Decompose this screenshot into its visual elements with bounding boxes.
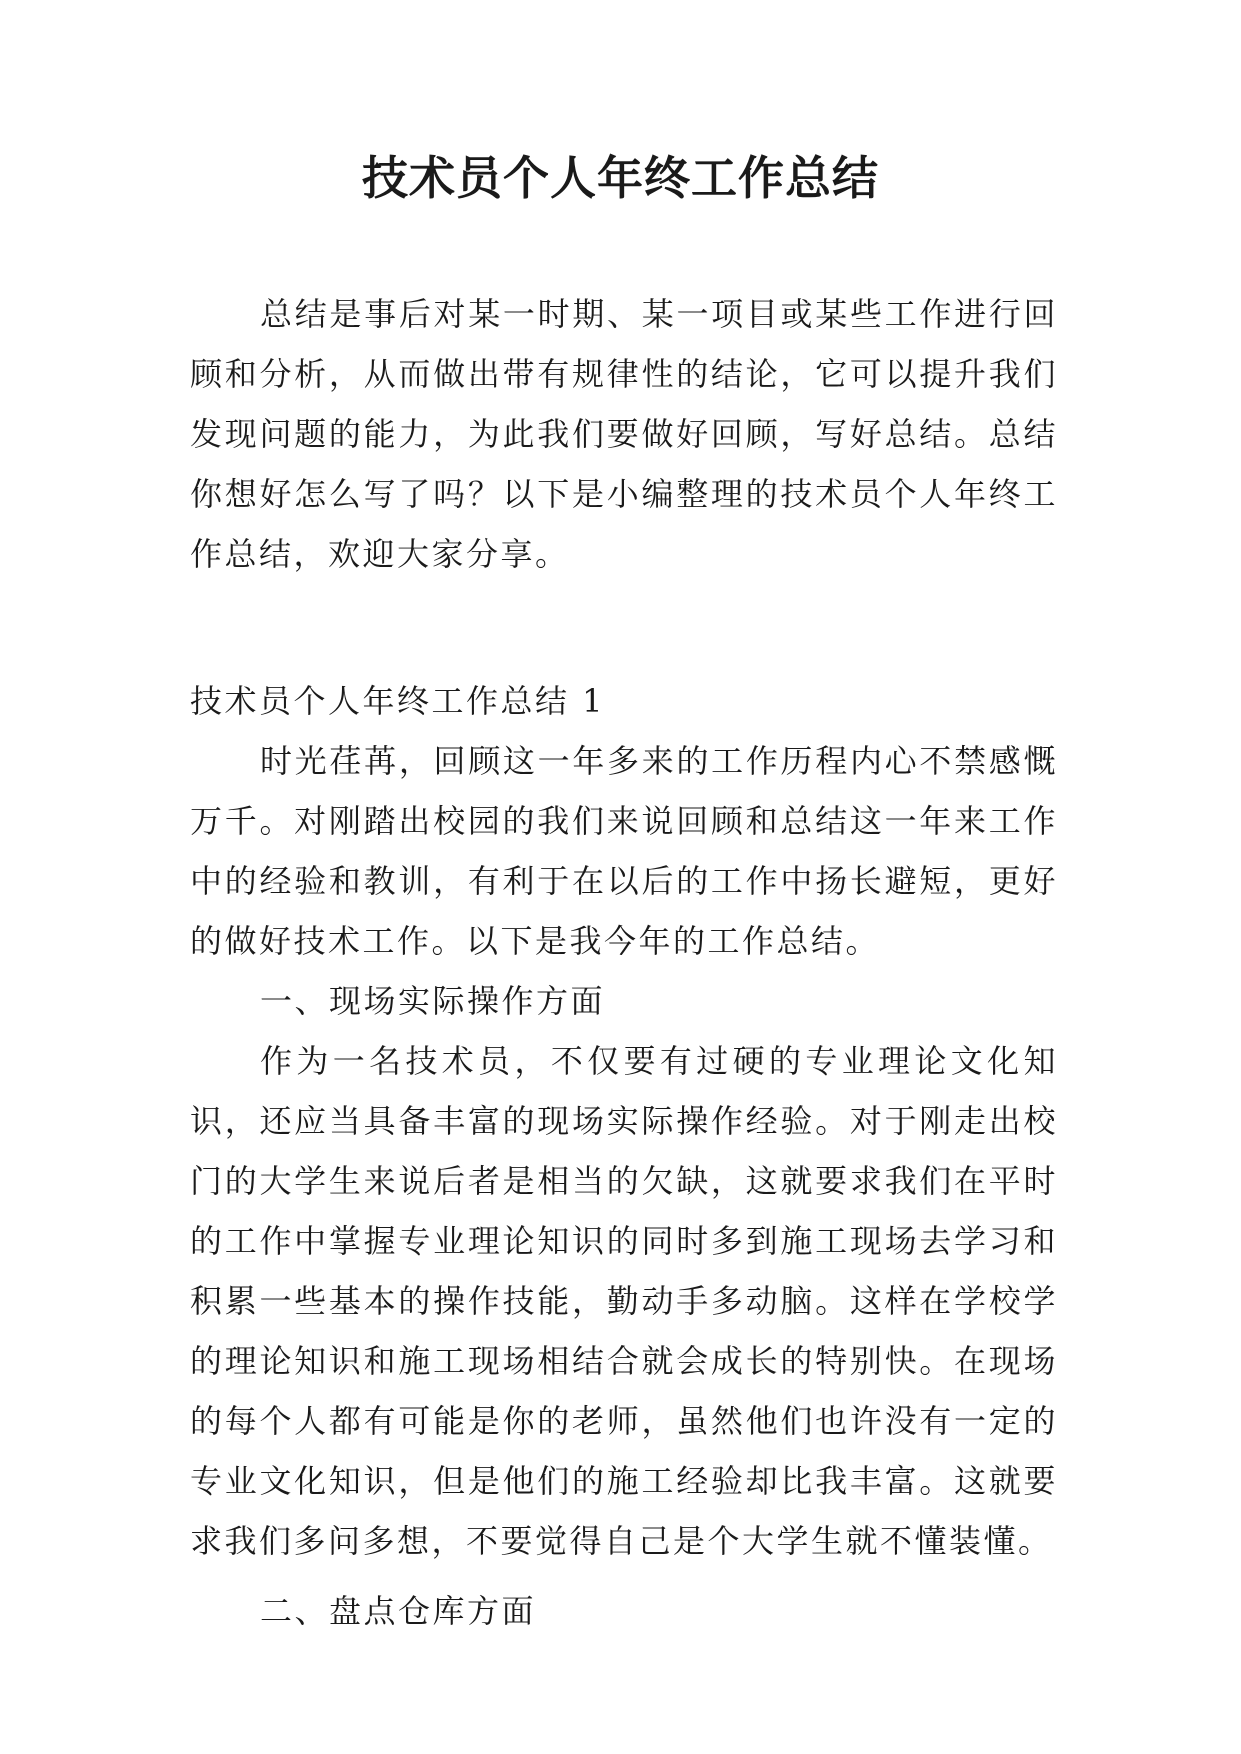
intro-paragraph: 总结是事后对某一时期、某一项目或某些工作进行回顾和分析，从而做出带有规律性的结论，它可以提升我们发现问题的能力，为此我们要做好回顾，写好总结。总结你想好怎么写了吗？以下是小编整理的技术员个人年终工作总结，欢迎大家分享。	[190, 295, 1058, 573]
document-body	[190, 284, 1058, 1641]
spacer	[190, 1571, 1058, 1581]
section-heading: 技术员个人年终工作总结 1	[190, 682, 606, 720]
sub-heading-warehouse-inventory: 二、盘点仓库方面	[260, 1592, 537, 1630]
body-paragraph: 时光荏苒，回顾这一年多来的工作历程内心不禁感慨万千。对刚踏出校园的我们来说回顾和总结这一年来工作中的经验和教训，有利于在以后的工作中扬长避短，更好的做好技术工作。以下是我今年的工作总结。	[190, 742, 1058, 960]
sub-heading-site-operation: 一、现场实际操作方面	[260, 982, 606, 1020]
document-title: 技术员个人年终工作总结	[362, 151, 879, 205]
body-paragraph: 作为一名技术员，不仅要有过硬的专业理论文化知识，还应当具备丰富的现场实际操作经验。对于刚走出校门的大学生来说后者是相当的欠缺，这就要求我们在平时的工作中掌握专业理论知识的同时多到施工现场去学习和积累一些基本的操作技能，勤动手多动脑。这样在学校学的理论知识和施工现场相结合就会成长的特别快。在现场的每个人都有可能是你的老师，虽然他们也许没有一定的专业文化知识，但是他们的施工经验却比我丰富。这就要求我们多问多想，不要觉得自己是个大学生就不懂装懂。	[190, 1042, 1058, 1560]
spacer	[190, 584, 1058, 671]
